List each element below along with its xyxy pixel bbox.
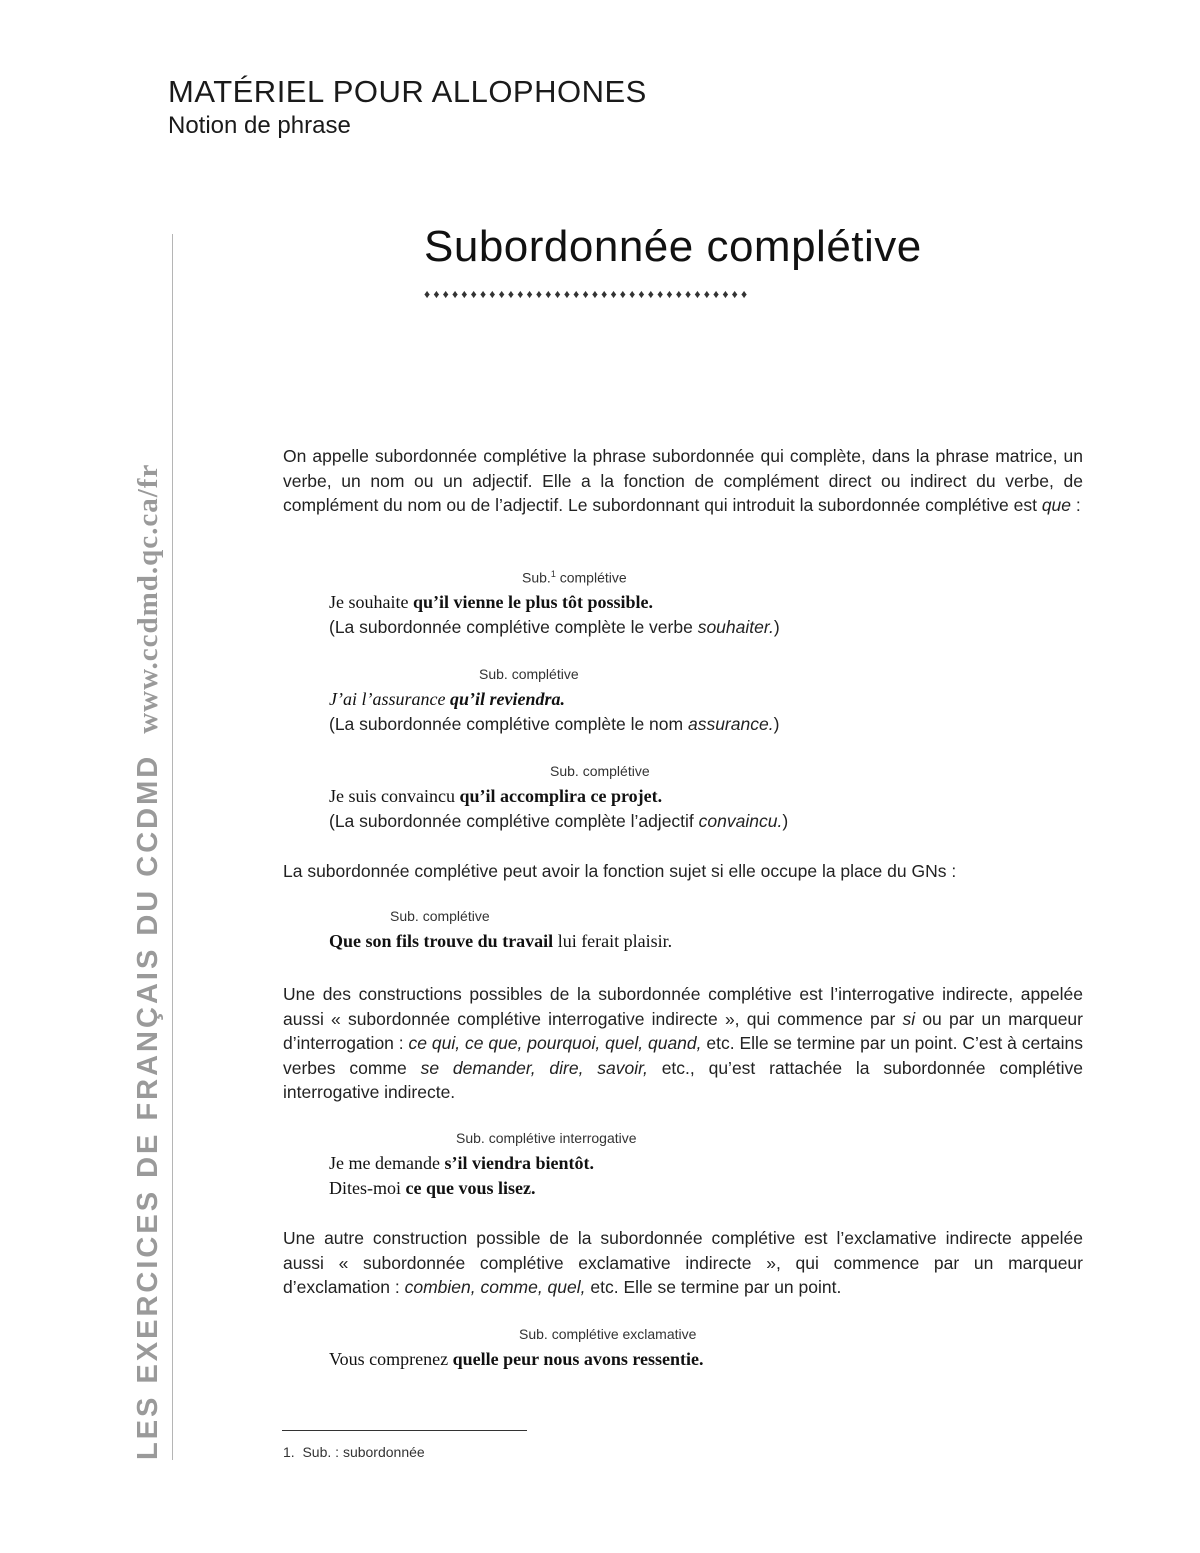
sidebar-series-text xyxy=(132,464,165,1460)
example1-label-rest: complétive xyxy=(555,569,627,586)
example5-line1-bold: s’il viendra bientôt. xyxy=(444,1153,594,1173)
intro-colon: : xyxy=(1071,495,1081,515)
example5-line1 xyxy=(329,1151,594,1175)
example2-before: J’ai l’assurance xyxy=(329,689,450,709)
header-title: MATÉRIEL POUR ALLOPHONES xyxy=(168,74,647,109)
header-subtitle: Notion de phrase xyxy=(168,112,351,139)
footnote-ref: 1 xyxy=(550,569,556,579)
example6-before: Vous comprenez xyxy=(329,1349,453,1369)
example1-label-sub: Sub. xyxy=(522,569,551,586)
subject-paragraph: La subordonnée complétive peut avoir la fonction sujet si elle occupe la place du GNs : xyxy=(283,861,957,881)
interrogative-paragraph xyxy=(283,982,1083,1105)
sidebar-url: www.ccdmd.qc.ca/fr xyxy=(132,463,164,734)
example1-sentence xyxy=(329,590,653,614)
example3-note-before: (La subordonnée complétive complète l’adjectif xyxy=(329,811,699,831)
example1-note-after: ) xyxy=(773,617,780,637)
footnote-text: Sub. : subordonnée xyxy=(302,1444,425,1460)
example4-sentence xyxy=(329,929,672,953)
example2-note-after: ) xyxy=(773,714,780,734)
interrog-p1: Une des constructions possibles de la subordonnée complétive est l’interrogative indirecte, appelée aussi « subordonnée complétive interrogative indirecte », qui commence par xyxy=(283,984,1083,1029)
exclam-p1: Une autre construction possible de la subordonnée complétive est l’exclamative indirecte appelée aussi « subordonnée complétive exclamative indirecte », qui commence par un marqueur d’exclamation : xyxy=(283,1228,1083,1297)
interrog-p2: ou par un marqueur d’interrogation : xyxy=(283,1008,1083,1053)
example5-line1-before: Je me demande xyxy=(329,1153,445,1173)
example5-line2-before: Dites-moi xyxy=(329,1178,406,1198)
example1-bold: qu’il vienne le plus tôt possible. xyxy=(412,592,654,612)
exclam-markers: combien, comme, quel, xyxy=(404,1277,586,1297)
example1-note xyxy=(329,615,780,639)
example4-label: Sub. complétive xyxy=(390,908,490,924)
example3-note xyxy=(329,809,788,833)
example2-bold: qu’il reviendra. xyxy=(449,689,565,709)
interrog-p4: etc., qu’est rattachée la subordonnée complétive interrogative indirecte. xyxy=(283,1057,1084,1102)
example3-note-italic: convaincu. xyxy=(698,811,783,831)
example2-note-before: (La subordonnée complétive complète le nom xyxy=(329,714,688,734)
footnote-number: 1. xyxy=(283,1444,295,1460)
example3-sentence xyxy=(329,784,662,808)
example3-before: Je suis convaincu xyxy=(329,786,460,806)
sidebar-rule xyxy=(172,234,173,1460)
interrog-verbs: se demander, dire, savoir, xyxy=(420,1057,648,1078)
example1-note-italic: souhaiter. xyxy=(697,617,774,637)
interrog-si: si xyxy=(902,1008,916,1029)
example1-note-before: (La subordonnée complétive complète le verbe xyxy=(329,617,698,637)
example2-note-italic: assurance. xyxy=(687,714,774,734)
example2-label: Sub. complétive xyxy=(479,666,579,682)
example4-after: lui ferait plaisir. xyxy=(553,931,673,951)
example1-before: Je souhaite xyxy=(329,592,413,612)
footnote xyxy=(283,1444,425,1460)
example3-label: Sub. complétive xyxy=(550,763,650,779)
example5-label: Sub. complétive interrogative xyxy=(456,1130,637,1146)
example2-sentence xyxy=(329,687,565,711)
sidebar-series: LES EXERCICES DE FRANÇAIS DU CCDMD xyxy=(132,753,164,1460)
exclamative-paragraph xyxy=(283,1226,1083,1300)
example2-note xyxy=(329,712,779,736)
interrog-markers: ce qui, ce que, pourquoi, quel, quand, xyxy=(408,1033,702,1053)
page-title: Subordonnée complétive xyxy=(424,222,922,271)
example3-note-after: ) xyxy=(782,811,789,831)
interrog-p3: etc. Elle se termine par un point. C’est à certains verbes comme xyxy=(283,1033,1083,1078)
example5-line2-bold: ce que vous lisez. xyxy=(405,1178,536,1198)
example5-line2 xyxy=(329,1176,536,1200)
title-divider: ♦♦♦♦♦♦♦♦♦♦♦♦♦♦♦♦♦♦♦♦♦♦♦♦♦♦♦♦♦♦♦♦♦♦♦ xyxy=(424,287,751,301)
example6-sentence xyxy=(329,1347,704,1371)
intro-paragraph xyxy=(283,444,1083,518)
intro-text: On appelle subordonnée complétive la phrase subordonnée qui complète, dans la phrase matrice, un verbe, un nom ou un adjectif. Elle a la fonction de complément direct ou indirect du verbe, de complément du nom ou de l’adjectif. Le subordonnant qui introduit la subordonnée complétive est xyxy=(283,446,1083,515)
example1-label xyxy=(522,569,627,586)
intro-que: que xyxy=(1041,495,1072,515)
example4-bold: Que son fils trouve du travail xyxy=(329,931,554,951)
example3-bold: qu’il accomplira ce projet. xyxy=(459,786,663,806)
footnote-rule xyxy=(282,1430,527,1431)
exclam-p2: etc. Elle se termine par un point. xyxy=(585,1277,842,1297)
example6-label: Sub. complétive exclamative xyxy=(519,1326,697,1342)
example6-bold: quelle peur nous avons ressentie. xyxy=(452,1349,704,1369)
